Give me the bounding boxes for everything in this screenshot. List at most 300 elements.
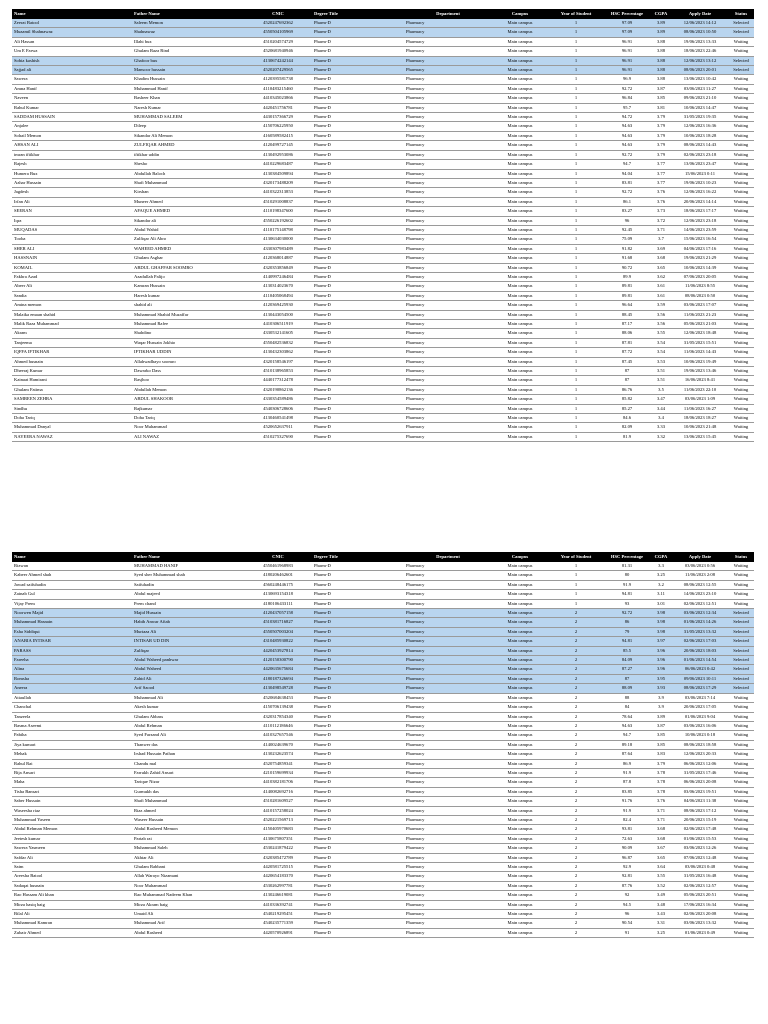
cell-department: Pharmacy: [404, 47, 492, 56]
cell-hsc: 82.09: [604, 423, 650, 432]
cell-name: Zubair Ahmed: [12, 928, 132, 937]
cell-father-name: Muneer Ahmed: [132, 197, 244, 206]
cell-cnic: 4520221569713: [244, 815, 312, 824]
cell-father-name: Azadullah Palijo: [132, 272, 244, 281]
cell-name: Safdar Ali: [12, 853, 132, 862]
cell-cnic: 4210159699934: [244, 768, 312, 777]
cell-degree-title: Pharm-D: [312, 665, 404, 674]
cell-year: 1: [548, 562, 604, 571]
cell-cnic: 4550226192602: [244, 216, 312, 225]
cell-apply-date: 03/06/2023 19:51: [672, 787, 728, 796]
cell-name: Mehak: [12, 750, 132, 759]
cell-cgpa: 3.51: [650, 376, 672, 385]
cell-year: 2: [548, 646, 604, 655]
cell-hsc: 87.45: [604, 357, 650, 366]
cell-cnic: 4310485930822: [244, 637, 312, 646]
table-row: [12, 618, 754, 627]
cell-year: 1: [548, 414, 604, 423]
cell-hsc: 96.9: [604, 75, 650, 84]
cell-father-name: Waseer Hussain: [132, 815, 244, 824]
cell-year: 2: [548, 787, 604, 796]
cell-name: Um E Farwa: [12, 47, 132, 56]
cell-hsc: 89.18: [604, 740, 650, 749]
cell-cgpa: 3.68: [650, 834, 672, 843]
cell-year: 2: [548, 684, 604, 693]
cell-name: Fareeha: [12, 656, 132, 665]
cell-apply-date: 11/06/2023 8:55: [672, 282, 728, 291]
cell-name: SEERAN: [12, 207, 132, 216]
cell-department: Pharmacy: [404, 56, 492, 65]
cell-degree-title: Pharm-D: [312, 759, 404, 768]
cell-apply-date: 10/06/2023 14:47: [672, 103, 728, 112]
cell-department: Pharmacy: [404, 367, 492, 376]
cell-cnic: 4330307983489: [244, 244, 312, 253]
cell-status: Waiting: [728, 225, 754, 234]
table-row: [12, 37, 754, 46]
cell-campus: Main campus: [492, 881, 548, 890]
cell-campus: Main campus: [492, 160, 548, 169]
table-row: [12, 169, 754, 178]
cell-department: Pharmacy: [404, 94, 492, 103]
cell-status: Waiting: [728, 150, 754, 159]
table-row: [12, 94, 754, 103]
cell-department: Pharmacy: [404, 825, 492, 834]
cell-degree-title: Pharm-D: [312, 627, 404, 636]
cell-cgpa: 3.32: [650, 432, 672, 441]
table-row: [12, 872, 754, 881]
cell-degree-title: Pharm-D: [312, 900, 404, 909]
cell-cnic: 4410382181706: [244, 778, 312, 787]
cell-father-name: Mirza Akram baig: [132, 900, 244, 909]
cell-apply-date: 13/06/2023 10:42: [672, 75, 728, 84]
cell-hsc: 87: [604, 674, 650, 683]
cell-cgpa: 3.93: [650, 684, 672, 693]
cell-apply-date: 13/06/2023 23:47: [672, 160, 728, 169]
cell-cnic: 4410345023866: [244, 94, 312, 103]
cell-status: Waiting: [728, 197, 754, 206]
cell-father-name: Muhammad Hanif: [132, 84, 244, 93]
cell-cgpa: 3.73: [650, 207, 672, 216]
table-row: [12, 320, 754, 329]
cell-name: Sawera Yasmeen: [12, 844, 132, 853]
cell-father-name: Tarique Nizar: [132, 778, 244, 787]
cell-year: 2: [548, 844, 604, 853]
cell-status: Waiting: [728, 376, 754, 385]
col-department-header: Department: [404, 9, 492, 19]
cell-apply-date: 05/06/2023 21:03: [672, 320, 728, 329]
cell-cgpa: 3.78: [650, 768, 672, 777]
cell-name: Rao Hassam Ali khan: [12, 891, 132, 900]
cell-year: 1: [548, 103, 604, 112]
cell-year: 2: [548, 919, 604, 928]
cell-degree-title: Pharm-D: [312, 216, 404, 225]
cell-degree-title: Pharm-D: [312, 66, 404, 75]
cell-year: 1: [548, 37, 604, 46]
cell-status: Selected: [728, 627, 754, 636]
cell-hsc: 89.9: [604, 272, 650, 281]
cell-cgpa: 3.98: [650, 609, 672, 618]
cell-apply-date: 12/06/2023 18:48: [672, 329, 728, 338]
cell-name: Fakhra Azad: [12, 272, 132, 281]
cell-hsc: 87.64: [604, 750, 650, 759]
cell-degree-title: Pharm-D: [312, 244, 404, 253]
cell-apply-date: 03/06/2023 13:32: [672, 919, 728, 928]
cell-cgpa: 3.78: [650, 778, 672, 787]
cell-name: Jiya kumari: [12, 740, 132, 749]
table-row: [12, 834, 754, 843]
cell-status: Waiting: [728, 235, 754, 244]
cell-cgpa: 3.25: [650, 571, 672, 580]
table-row: [12, 348, 754, 357]
table-row: [12, 28, 754, 37]
cell-apply-date: 06/06/2023 0:42: [672, 665, 728, 674]
cell-name: IQFFA IFTIKHAR: [12, 348, 132, 357]
cell-cgpa: 3.2: [650, 580, 672, 589]
cell-department: Pharmacy: [404, 432, 492, 441]
col-apply-date-header: Apply Date: [672, 9, 728, 19]
cell-father-name: Abdul Wahid: [132, 225, 244, 234]
cell-cnic: 4430157366729: [244, 113, 312, 122]
table-row: [12, 404, 754, 413]
cell-hsc: 96.87: [604, 853, 650, 862]
cell-department: Pharmacy: [404, 263, 492, 272]
cell-department: Pharmacy: [404, 637, 492, 646]
table-row: [12, 787, 754, 796]
cell-cgpa: 3.89: [650, 19, 672, 28]
cell-campus: Main campus: [492, 712, 548, 721]
cell-campus: Main campus: [492, 891, 548, 900]
table-row: [12, 684, 754, 693]
cell-cnic: 4130492953086: [244, 150, 312, 159]
cell-year: 2: [548, 834, 604, 843]
col-cgpa-header: CGPA: [650, 9, 672, 19]
cell-status: Waiting: [728, 797, 754, 806]
cell-degree-title: Pharm-D: [312, 367, 404, 376]
cell-cnic: 4120395581738: [244, 75, 312, 84]
table-row: [12, 432, 754, 441]
cell-father-name: Saleem Memon: [132, 19, 244, 28]
cell-name: SADDAM HUSSAIN: [12, 113, 132, 122]
table-row: [12, 84, 754, 93]
cell-cnic: 4410229683487: [244, 160, 312, 169]
cell-department: Pharmacy: [404, 216, 492, 225]
cell-hsc: 94.63: [604, 141, 650, 150]
table-row: [12, 750, 754, 759]
cell-cgpa: 3.88: [650, 75, 672, 84]
table-row: [12, 103, 754, 112]
cell-department: Pharmacy: [404, 131, 492, 140]
cell-year: 2: [548, 703, 604, 712]
cell-cnic: 4440177312478: [244, 376, 312, 385]
cell-department: Pharmacy: [404, 674, 492, 683]
cell-status: Waiting: [728, 731, 754, 740]
cell-apply-date: 03/06/2023 7:14: [672, 693, 728, 702]
cell-hsc: 87: [604, 367, 650, 376]
cell-hsc: 72.63: [604, 834, 650, 843]
cell-year: 1: [548, 338, 604, 347]
cell-father-name: IFTIKHAR UDDIN: [132, 348, 244, 357]
cell-father-name: Zulfiqar: [132, 646, 244, 655]
cell-hsc: 94.04: [604, 169, 650, 178]
cell-name: Irfan Ali: [12, 197, 132, 206]
cell-apply-date: 11/06/2023 21:23: [672, 310, 728, 319]
cell-degree-title: Pharm-D: [312, 797, 404, 806]
cell-hsc: 86.76: [604, 385, 650, 394]
cell-department: Pharmacy: [404, 703, 492, 712]
cell-department: Pharmacy: [404, 712, 492, 721]
cell-hsc: 85.27: [604, 404, 650, 413]
cell-degree-title: Pharm-D: [312, 320, 404, 329]
cell-degree-title: Pharm-D: [312, 646, 404, 655]
cell-hsc: 83.81: [604, 178, 650, 187]
cell-cnic: 4110405068494: [244, 291, 312, 300]
cell-department: Pharmacy: [404, 562, 492, 571]
cell-father-name: Partab rai: [132, 834, 244, 843]
cell-campus: Main campus: [492, 113, 548, 122]
table-row: [12, 815, 754, 824]
cell-degree-title: Pharm-D: [312, 225, 404, 234]
cell-cgpa: 3.88: [650, 66, 672, 75]
table-row: [12, 263, 754, 272]
table-row: [12, 693, 754, 702]
cell-cgpa: 3.71: [650, 815, 672, 824]
cell-department: Pharmacy: [404, 423, 492, 432]
cell-cgpa: 3.85: [650, 740, 672, 749]
cell-cgpa: 3.11: [650, 590, 672, 599]
cell-apply-date: 11/06/2023 2:08: [672, 571, 728, 580]
col-status-header: Status: [728, 552, 754, 562]
cell-father-name: Muhammad Ali: [132, 693, 244, 702]
cell-hsc: 81.31: [604, 562, 650, 571]
cell-status: Waiting: [728, 590, 754, 599]
cell-father-name: Akesh kumar: [132, 703, 244, 712]
cell-father-name: Shahdino: [132, 329, 244, 338]
cell-hsc: 94.7: [604, 160, 650, 169]
cell-department: Pharmacy: [404, 590, 492, 599]
cell-department: Pharmacy: [404, 618, 492, 627]
cell-campus: Main campus: [492, 131, 548, 140]
cell-cgpa: 3.9: [650, 693, 672, 702]
cell-degree-title: Pharm-D: [312, 395, 404, 404]
cell-cgpa: 3.76: [650, 188, 672, 197]
cell-status: Selected: [728, 656, 754, 665]
table-row: [12, 131, 754, 140]
cell-name: Saim: [12, 863, 132, 872]
table-body-2: [12, 562, 754, 938]
cell-degree-title: Pharm-D: [312, 844, 404, 853]
cell-apply-date: 11/06/2023 22:10: [672, 385, 728, 394]
cell-campus: Main campus: [492, 571, 548, 580]
cell-degree-title: Pharm-D: [312, 712, 404, 721]
cell-department: Pharmacy: [404, 759, 492, 768]
cell-department: Pharmacy: [404, 338, 492, 347]
cell-cnic: 4130693154318: [244, 590, 312, 599]
col-degree-title-header: Degree Title: [312, 552, 404, 562]
cell-status: Waiting: [728, 131, 754, 140]
cell-year: 1: [548, 320, 604, 329]
cell-status: Waiting: [728, 759, 754, 768]
cell-name: Naveen: [12, 94, 132, 103]
cell-campus: Main campus: [492, 329, 548, 338]
table-row: [12, 207, 754, 216]
cell-department: Pharmacy: [404, 571, 492, 580]
cell-status: Selected: [728, 646, 754, 655]
table-row: [12, 310, 754, 319]
cell-hsc: 94.72: [604, 113, 650, 122]
cell-degree-title: Pharm-D: [312, 141, 404, 150]
cell-status: Waiting: [728, 778, 754, 787]
cell-degree-title: Pharm-D: [312, 872, 404, 881]
cell-status: Selected: [728, 684, 754, 693]
cell-father-name: Rajkumar: [132, 404, 244, 413]
cell-year: 1: [548, 395, 604, 404]
cell-year: 1: [548, 244, 604, 253]
cell-apply-date: 10/06/2023 14:39: [672, 263, 728, 272]
cell-year: 2: [548, 740, 604, 749]
cell-cgpa: 3.62: [650, 272, 672, 281]
cell-department: Pharmacy: [404, 599, 492, 608]
cell-degree-title: Pharm-D: [312, 56, 404, 65]
cell-campus: Main campus: [492, 122, 548, 131]
cell-status: Selected: [728, 637, 754, 646]
cell-father-name: Abdul Waheed: [132, 665, 244, 674]
cell-department: Pharmacy: [404, 627, 492, 636]
cell-status: Selected: [728, 674, 754, 683]
table-row: [12, 580, 754, 589]
cell-campus: Main campus: [492, 169, 548, 178]
cell-status: Waiting: [728, 357, 754, 366]
table-row: [12, 178, 754, 187]
cell-department: Pharmacy: [404, 881, 492, 890]
cell-cnic: 4180106433111: [244, 599, 312, 608]
cell-apply-date: 20/06/2023 14:14: [672, 197, 728, 206]
cell-campus: Main campus: [492, 254, 548, 263]
cell-year: 1: [548, 348, 604, 357]
table-row: [12, 731, 754, 740]
cell-department: Pharmacy: [404, 310, 492, 319]
cell-name: Tanzeela: [12, 712, 132, 721]
cell-hsc: 96: [604, 216, 650, 225]
cell-cnic: 4550461968983: [244, 562, 312, 571]
cell-department: Pharmacy: [404, 609, 492, 618]
cell-name: Aneera: [12, 684, 132, 693]
cell-cgpa: 3.9: [650, 703, 672, 712]
cell-father-name: Sikandar ali: [132, 216, 244, 225]
cell-year: 1: [548, 19, 604, 28]
cell-hsc: 93.81: [604, 825, 650, 834]
cell-apply-date: 02/06/2023 17:48: [672, 825, 728, 834]
cell-degree-title: Pharm-D: [312, 881, 404, 890]
cell-status: Waiting: [728, 338, 754, 347]
cell-degree-title: Pharm-D: [312, 787, 404, 796]
cell-status: Waiting: [728, 122, 754, 131]
cell-hsc: 97.09: [604, 28, 650, 37]
cell-father-name: Allah Warayo Nizamani: [132, 872, 244, 881]
cell-campus: Main campus: [492, 404, 548, 413]
cell-name: imran iftikhar: [12, 150, 132, 159]
table-row: [12, 637, 754, 646]
cell-apply-date: 12/06/2023 16:22: [672, 188, 728, 197]
cell-name: Bija Ansari: [12, 768, 132, 777]
col-cnic-header: CNIC: [244, 552, 312, 562]
cell-year: 2: [548, 891, 604, 900]
cell-department: Pharmacy: [404, 244, 492, 253]
table-row: [12, 291, 754, 300]
cell-apply-date: 03/06/2023 0:48: [672, 863, 728, 872]
table-row: [12, 646, 754, 655]
cell-year: 2: [548, 712, 604, 721]
cell-hsc: 92.72: [604, 150, 650, 159]
cell-apply-date: 31/05/2023 13:32: [672, 627, 728, 636]
cell-father-name: Dileep: [132, 122, 244, 131]
cell-hsc: 87.76: [604, 881, 650, 890]
cell-apply-date: 04/06/2023 17:16: [672, 244, 728, 253]
cell-hsc: 75.09: [604, 235, 650, 244]
cell-degree-title: Pharm-D: [312, 414, 404, 423]
cell-hsc: 92: [604, 891, 650, 900]
cell-cgpa: 3.96: [650, 646, 672, 655]
cell-status: Waiting: [728, 928, 754, 937]
cell-apply-date: 05/06/2023 20:51: [672, 891, 728, 900]
table-row: [12, 609, 754, 618]
cell-father-name: AFAQUE AHMED: [132, 207, 244, 216]
cell-year: 1: [548, 178, 604, 187]
cell-hsc: 95.7: [604, 103, 650, 112]
cell-hsc: 91: [604, 928, 650, 937]
cell-father-name: MUHAMMAD HANIF: [132, 562, 244, 571]
cell-degree-title: Pharm-D: [312, 853, 404, 862]
cell-hsc: 92.81: [604, 872, 650, 881]
cell-apply-date: 18/06/2023 18:27: [672, 414, 728, 423]
cell-year: 1: [548, 571, 604, 580]
cell-cnic: 4510381716827: [244, 618, 312, 627]
cell-name: Alina: [12, 665, 132, 674]
cell-status: Waiting: [728, 178, 754, 187]
cell-hsc: 94.63: [604, 122, 650, 131]
cell-hsc: 78.64: [604, 712, 650, 721]
cell-campus: Main campus: [492, 263, 548, 272]
cell-apply-date: 20/06/2023 17:05: [672, 703, 728, 712]
cell-name: Ali Hassan: [12, 37, 132, 46]
cell-degree-title: Pharm-D: [312, 928, 404, 937]
cell-apply-date: 12/06/2023 23:18: [672, 216, 728, 225]
cell-degree-title: Pharm-D: [312, 28, 404, 37]
cell-apply-date: 11/06/2023 14:43: [672, 348, 728, 357]
cell-department: Pharmacy: [404, 646, 492, 655]
table-row: [12, 703, 754, 712]
cell-hsc: 96.91: [604, 56, 650, 65]
cell-department: Pharmacy: [404, 225, 492, 234]
table-row: [12, 254, 754, 263]
cell-name: Sajjad ali: [12, 66, 132, 75]
cell-apply-date: 08/06/2023 14:43: [672, 141, 728, 150]
cell-campus: Main campus: [492, 674, 548, 683]
cell-year: 2: [548, 881, 604, 890]
cell-father-name: Shesho: [132, 160, 244, 169]
cell-hsc: 97.09: [604, 19, 650, 28]
cell-department: Pharmacy: [404, 740, 492, 749]
cell-father-name: Prem chand: [132, 599, 244, 608]
cell-apply-date: 15/06/2023 0:11: [672, 169, 728, 178]
cell-cnic: 4420570926891: [244, 928, 312, 937]
cell-campus: Main campus: [492, 423, 548, 432]
cell-status: Waiting: [728, 580, 754, 589]
table-row: [12, 150, 754, 159]
cell-hsc: 82.4: [604, 815, 650, 824]
cell-year: 2: [548, 872, 604, 881]
cell-name: Pabiha: [12, 731, 132, 740]
table-row: [12, 562, 754, 571]
